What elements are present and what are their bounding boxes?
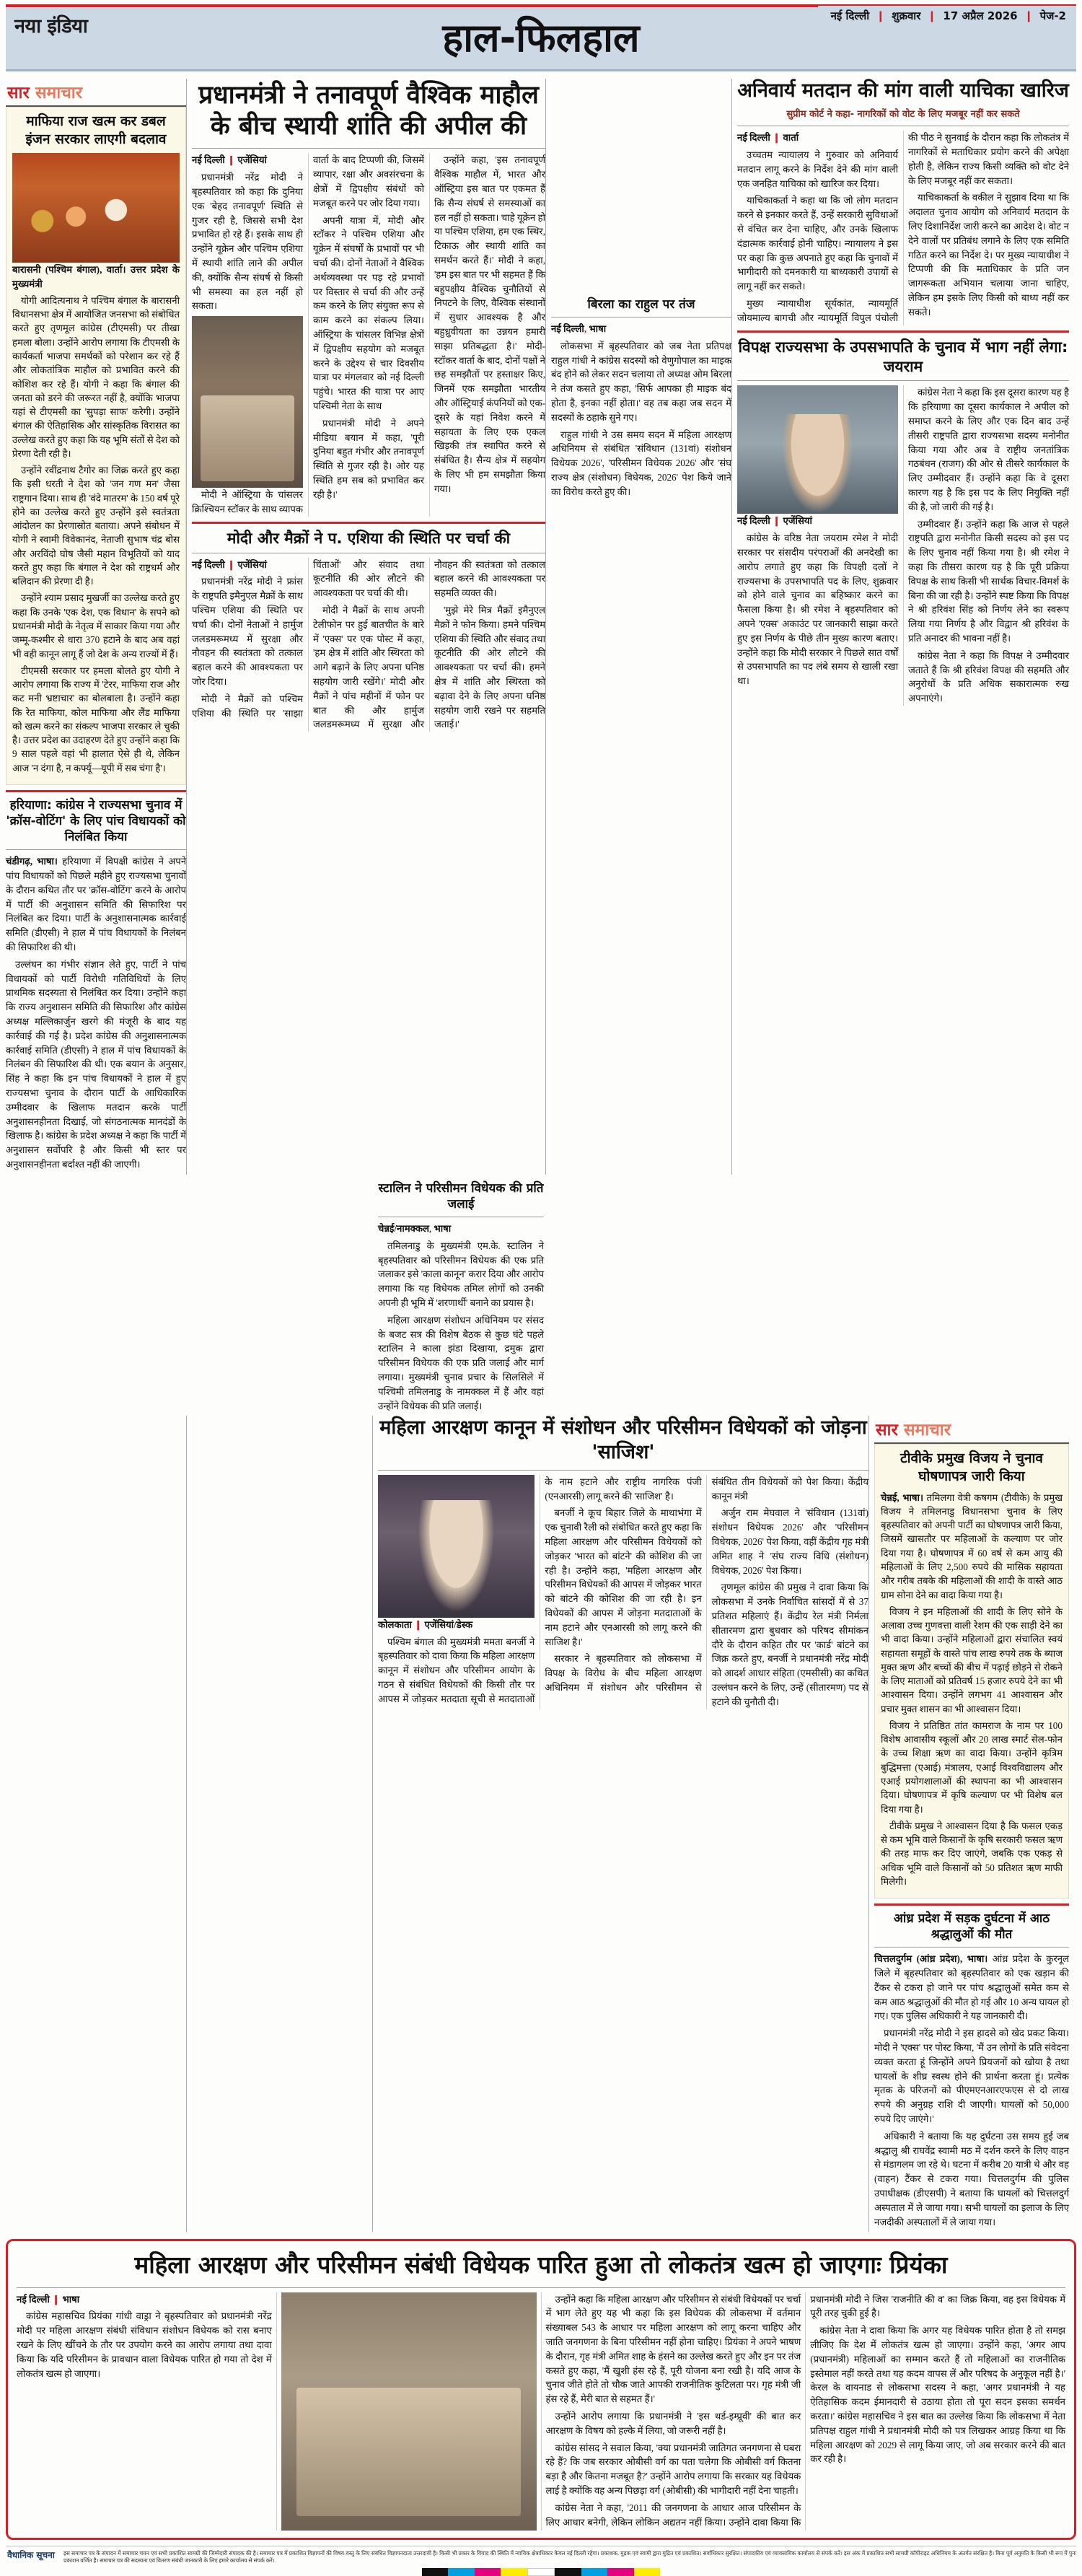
saar-box-left [6,107,186,785]
mv-para-3: मुख्य न्यायाधीश सूर्यकांत, न्यायमूर्ति जोयमाल्य बागची और न्यायमूर्ति विपुल पंचोली की पीठ ने सुनवाई के दौरान कहा कि लोकतंत्र में नागरिकों से मताधिकार प्रयोग करने की अपेक्षा होती है, लेकिन राज्य किसी व्यक्ति को वोट देने के लिए मजबूर नहीं कर सकता। [737,132,1069,323]
page-footer [6,2546,1076,2564]
jairam-divider [737,330,1069,333]
sr-para-0 [881,1491,1063,1602]
divider-1 [186,79,192,1175]
sr-para-2: विजय ने प्रतिष्ठित तांत कामराज के नाम पर 100 विशेष आवासीय स्कूलों और 20 लाख स्मार्ट सेल-फोन के उच्च शिक्षा ऋण का वादा किया। उन्होंने कृत्रिम बुद्धिमत्ता (एआई) मंत्रालय, एआई विश्वविद्यालय और एआई प्रयोगशालाओं की स्थापना का भी आश्वासन दिया। घोषणापत्र में कृषि कल्याण पर भी विशेष बल दिया गया है। [881,1719,1063,1815]
andhra-body [874,1952,1069,2229]
jairam-body [737,385,1069,706]
birla-para-1: लोकसभा में बृहस्पतिवार को जब नेता प्रतिपक्ष राहुल गांधी ने कांग्रेस सदस्यों को वेणुगोपाल का माइक बंद होने को लेकर सदन चलाया तो अध्यक्ष ओम बिरला ने तंज कसते हुए कहा, 'सिर्फ आपका ही माइक बंद होता है, इनका नहीं होता।' वह तब कहा जब सदन में सदस्यों के ठहाके सुने गए। [551,340,731,423]
birla-place: नई दिल्ली [551,323,584,335]
divider-3 [731,79,737,1175]
haryana-body [6,854,186,1172]
column-birla [551,79,731,1175]
mm-source: एजेंसियां [237,558,267,570]
masthead-bottom-rule [6,69,1076,71]
saar-left-headline[interactable]: माफिया राज खत्म कर डबल इंजन सरकार लाएगी बदलाव [25,113,167,147]
mb-source: एजेंसियां/डेस्क [424,1618,473,1630]
mahila-spacer-2 [192,1416,372,2232]
pb-place: नई दिल्ली [17,2293,50,2305]
sr-text-0: तमिलगा वेत्री कषगम (टीवीके) के प्रमुख विजय ने तमिलनाडु विधानसभा चुनाव के लिए बृहस्पतिवार को अपनी पार्टी का घोषणापत्र जारी किया, जिसमें खासतौर पर महिलाओं के कल्याण पर जोर दिया गया है। घोषणापत्र में 60 वर्ष से कम आयु की महिलाओं के लिए 2,500 रुपये की मासिक सहायता और गरीब तबके की महिलाओं की शादी के वास्ते आठ ग्राम सोना देने का वादा किया गया है। [881,1491,1063,1600]
jairam-rule [737,380,1069,381]
mahila-rule [378,1470,868,1471]
pb-para-0 [17,2292,272,2307]
colorbar-swatch-2 [475,2568,501,2576]
modi-meeting-photo [192,316,303,488]
saar-samachar-header-left [7,80,186,103]
saar-samachar-header-right [876,1417,1069,1440]
mv-para-4: याचिकाकर्ता के वकील ने सुझाव दिया था कि अदालत चुनाव आयोग को अनिवार्य मतदान के लिए दिशानिर्देश जारी करने का आदेश दे। वोट न देने वालों पर प्रतिबंध लगाने के लिए एक समिति गठित करने का निर्देश दे। पर मुख्य न्यायाधीश ने टिप्पणी की कि मताधिकार के प्रति जन जागरूकता अभियान चलाया जाना चाहिए, लेकिन हम इसके लिए किसी को बाध्य नहीं कर सकते। [908,192,1069,317]
lead-bullet: ❙ [224,154,238,166]
middle-section-grid [6,1180,1076,1416]
birla-para-0 [551,322,731,336]
modi-macron-body [192,558,545,732]
lead-para-3: अपनी यात्रा में, मोदी और स्टॉकर ने पश्चिम एशिया और यूक्रेन में संघर्षों के प्रभावों पर भी चर्चा की। दोनों नेताओं ने वैश्विक अर्थव्यवस्था पर पड़ रहे प्रभावों पर विस्तार से चर्चा की और उन्हें कम करने के लिए संयुक्त रूप से काम करने का संकल्प लिया। ऑस्ट्रिया के चांसलर विभिन्न क्षेत्रों में द्विपक्षीय सहयोग को मजबूत करने के उद्देश्य से चार दिवसीय यात्रा पर मंगलवार को नई दिल्ली पहुंचे। भारत की यात्रा पर आए पश्चिमी नेता के साथ [313,214,424,411]
pb-source: भाषा [62,2293,80,2305]
mahila-columns [378,1475,868,1709]
dateline-city: नई दिल्ली [830,9,870,22]
haryana-divider [6,790,186,792]
publication-logo[interactable]: नया इंडिया [14,15,88,38]
column-left [6,79,186,1175]
saar-left-body [12,263,180,775]
an-place: चित्तलदुर्गम (आंध्र प्रदेश), भाषा। [874,1953,988,1965]
saar-right-headline[interactable]: टीवीके प्रमुख विजय ने चुनाव घोषणापत्र जारी किया [900,1450,1043,1484]
saar-left-para-2: उन्होंने श्याम प्रसाद मुखर्जी का उल्लेख करते हुए कहा कि उनके 'एक देश, एक विधान' के सपने को प्रधानमंत्री मोदी के नेतृत्व में साकार किया गया और जम्मू-कश्मीर से धारा 370 हटाने के बाद अब वहां भी वही कानून लागू हैं जो देश के अन्य राज्यों में हैं। [12,592,180,660]
an-para-1: प्रधानमंत्री नरेंद्र मोदी ने इस हादसे को खेद प्रकट किया। मोदी ने 'एक्स' पर पोस्ट किया, 'मैं उन लोगों के प्रति संवेदना व्यक्त करता हूं जिन्होंने अपने प्रियजनों को खोया है तथा घायलों के शीघ्र स्वस्थ होने की प्रार्थना करता हूं। प्रत्येक मृतक के परिजनों को पीएमएनआरएफएस से दो लाख रुपये की अनुग्रह राशि दी जाएगी। घायलों को 50,000 रुपये दिए जाएंगे।' [874,2028,1069,2125]
colorbar-swatch-5 [555,2568,581,2576]
mv-para-0 [737,131,898,145]
jr-place: नई दिल्ली [737,515,770,527]
print-registration-colorbar [422,2568,660,2576]
jr-para-4: कांग्रेस नेता ने कहा कि विपक्ष ने उम्मीदवार जताते हैं कि श्री हरिवंश विपक्ष की सहमति और अनुरोधों के प्रति अधिक सकारात्मक रुख अपनाएंगे। [908,649,1069,704]
mahila-row-grid [6,1416,1076,2232]
lead-source: एजेंसियां [237,154,267,166]
mb-para-3: सरकार ने बृहस्पतिवार को लोकसभा में विपक्ष के विरोध के बीच महिला आरक्षण अधिनियम में संशोधन और परिसीमन से संबंधित तीन विधेयकों को पेश किया। केंद्रीय कानून मंत्री [545,1476,868,1693]
mamata-banerjee-photo [378,1475,535,1618]
saar-left-caption [12,263,180,291]
pb-para-1: कांग्रेस महासचिव प्रियंका गांधी वाड्रा ने बृहस्पतिवार को प्रधानमंत्री नरेंद्र मोदी पर महिला आरक्षण संबंधी संविधान संशोधन विधेयक को रास बनाए रखने के लिए खींचने के तौर पर उपयोग करने का आरोप लगाया तथा दावा किया कि यदि परिसीमन के प्रावधान वाला विधेयक पारित हो गया तो देश में लोकतंत्र खत्म हो जाएगा। [17,2310,272,2379]
mm-bullet: ❙ [224,558,238,570]
priyanka-body [17,2292,1065,2531]
jr-para-3: उम्मीदवार हैं। उन्होंने कहा कि आज से पहले राष्ट्रपति द्वारा मनोनीत किसी सदस्य को इस पद के लिए चुनाव नहीं किया गया है। श्री रमेश ने कहा कि तीसरा कारण यह है कि पूरी प्रक्रिया विपक्ष के साथ किसी भी सार्थक विचार-विमर्श के बिना की जा रही है। उन्होंने स्पष्ट किया कि विपक्ष ने श्री हरिवंश सिंह को निर्णय लेने का स्वरूप लिया गया निर्णय है और विद्वान श्री हरिवंश के प्रति अनादर की भावना नहीं है। [908,518,1069,644]
newspaper-page [0,4,1082,2564]
mb-para-0 [378,1618,535,1632]
mb-para-1: पश्चिम बंगाल की मुख्यमंत्री ममता बनर्जी ने बृहस्पतिवार को दावा किया कि महिला आरक्षण कानून में संशोधन और परिसीमन आयोग के गठन से संबंधित विधेयकों की किसी तौर पर आपस में जोड़कर मतदाता सूची से मतदाताओं के नाम हटाने और राष्ट्रीय नागरिक पंजी (एनआरसी) लागू करने की 'साजिश' है। [378,1476,702,1704]
dateline-separator-2: ❙ [927,9,937,22]
column-mahila [378,1416,868,2232]
mb-para-5: तृणमूल कांग्रेस की प्रमुख ने दावा किया कि लोकसभा में उनके निर्वाचित सांसदों में से 37 प्रतिशत महिलाएं हैं। केंद्रीय रेल मंत्री निर्मला सीतारमण द्वारा बुधवार को परिषद सीमांकन दौरे के दौरान कहित तौर पर 'कार्ड' बांटने का जिक्र करते हुए, बनर्जी ने प्रधानमंत्री नरेंद्र मोदी को आदर्श आधार संहिता (एमसीसी) का कथित उल्लंघन करने के लिए, उन्हें (सीतारमण) पद से हटाने की चुनौती दी। [711,1582,868,1707]
column-lead [192,79,545,1175]
saar-word-1: सार [7,84,30,102]
priyanka-rule [17,2287,1065,2288]
colorbar-swatch-3 [501,2568,527,2576]
jairam-headline[interactable]: विपक्ष राज्यसभा के उपसभापति के चुनाव में भाग नहीं लेगा: जयराम [738,338,1068,375]
dateline [818,6,1076,27]
lead-rule [192,148,545,149]
dateline-page: पेज-2 [1039,9,1066,22]
lead-para-1: प्रधानमंत्री नरेंद्र मोदी ने बृहस्पतिवार को कहा कि दुनिया एक 'बेहद तनावपूर्ण' स्थिति से गुजर रही है, जिससे सभी देश प्रभावित हो रहे हैं। इसके साथ ही उन्होंने यूक्रेन और पश्चिम एशिया में स्थायी शांति लाने की अपील की, क्योंकि सैन्य संघर्ष से किसी भी समस्या का हल नहीं हो सकता। [192,172,303,312]
dateline-separator-3: ❙ [1024,9,1034,22]
an-para-2: अधिकारी ने बताया कि यह दुर्घटना उस समय हुई जब श्रद्धालु श्री राघवेंद्र स्वामी मठ में दर्शन करने के लिए वाहन से मंडागलम जा रहे थे। घटना में करीब 20 यात्री थे और वह (वाहन) टैंकर से टकरा गया। चित्तलदुर्गम की पुलिस उपाधीक्षक (डीएसपी) ने बताया कि घायलों को चित्तलदुर्ग अस्पताल में ले जाया गया। सभी घायलों का इलाज के लिए नजदीकी अस्पतालों में ले जाया गया। [874,2130,1069,2227]
column-right [737,79,1069,1175]
pb-para-2: उन्होंने कहा कि महिला आरक्षण और परिसीमन से संबंधी विधेयकों पर चर्चा में भाग लेते हुए यह भी कहा कि इस विधेयक की लोकसभा में वर्तमान संख्याबल 543 के आधार पर महिला आरक्षण को लागू करना चाहिए और जाति जनगणना के बिना परिसीमन नहीं होना चाहिए। प्रियंका ने अपने भाषण के दौरान, गृह मंत्री अमित शाह के हंसने का उल्लेख करते हुए और इन पर तंज कसते हुए कहा, 'मैं खुशी हंस रहे हैं, पूरी योजना बना रखी है। यदि आज के चुनाव जीते होते तो चौक जाते आपकी राजनीतिक कुटिलता पर। गृह मंत्री जी हंस रहे हैं, मेरी बात से सहमत हैं।' [545,2293,801,2405]
mahila-spacer-1 [6,1416,186,2232]
pb-para-5: कांग्रेस नेता ने कहा, '2011 की जनगणना के आधार आज परिसीमन के लिए आधार बनेगी, लेकिन लोकिन अद्यतन नहीं किया। उन्होंने दावा किया कि प्रधानमंत्री मोदी ने जिस 'राजनीति की व' का जिक्र किया, वह इस विधेयक में पूरी तरह चुकी हुई है। [545,2293,1065,2528]
priyanka-columns [17,2292,1065,2531]
modi-macron-headline[interactable]: मोदी और मैक्रों ने प. एशिया की स्थिति पर चर्चा की [226,529,511,547]
mv-para-1: उच्चतम न्यायालय ने गुरुवार को अनिवार्य मतदान लागू करने के निर्देश देने की मांग वाली एक जनहित याचिका को खारिज कर दिया। [737,149,898,189]
saar-right-body [881,1491,1063,1888]
haryana-headline[interactable]: हरियाणा: कांग्रेस ने राज्यसभा चुनाव में 'क्रॉस-वोटिंग' के लिए पांच विधायकों को निलंबित किया [6,797,186,845]
modi-macron-columns [192,558,545,732]
haryana-para-0 [6,854,186,955]
mandatory-vote-headline[interactable]: अनिवार्य मतदान की मांग वाली याचिका खारिज [737,79,1069,102]
birla-para-2: राहुल गांधी ने उस समय सदन में महिला आरक्षण अधिनियम से संबंधित 'संविधान (131वां) संशोधन विधेयक 2026', 'परिसीमन विधेयक 2026' और 'संघ राज्य क्षेत्र (संशोधन) विधेयक, 2026' पेश किये जाने का विरोध करते हुए की। [551,429,731,497]
mandatory-vote-body [737,131,1069,325]
andhra-headline[interactable]: आंध्र प्रदेश में सड़क दुर्घटना में आठ श्रद्धालुओं की मौत [893,1911,1050,1942]
lead-para-0 [192,153,303,167]
mb-para-2: बनर्जी ने कूच बिहार जिले के माथाभंगा में एक चुनावी रैली को संबोधित करते हुए कहा कि महिला आरक्षण और परिसीमन विधेयकों को जोड़कर 'भारत को बांटने' की कोशिश की जा रही है। उन्होंने कहा, 'महिला आरक्षण और परिसीमन विधेयकों की आपस में जोड़कर भारत को बांटने की कोशिश की जा रही है। इन विधेयकों की आपस में जोड़ना मतदाताओं के नाम हटाने और एनआरसी को लागू करने की साजिश है।' [545,1507,702,1647]
colorbar-swatch-4 [527,2568,555,2576]
saar-left-para-1: उन्होंने रवींद्रनाथ टैगोर का जिक्र करते हुए कहा कि इसी धरती ने देश को 'जन गण मन' जैसा राष्ट्रगान दिया। साथ ही 'वंदे मातरम' के 150 वर्ष पूरे होने का उल्लेख करते हुए उन्होंने इसे स्वतंत्रता आंदोलन का प्रेरणास्रोत बताया। अपने संबोधन में योगी ने स्वामी विवेकानंद, नेताजी सुभाष चंद्र बोस और अरविंदो घोष जैसी महान विभूतियों को याद करते हुए कहा कि बंगाल ने देश को राष्ट्रधर्म और बलिदान की प्रेरणा दी है। [12,465,180,587]
divider-2 [545,79,551,1175]
birla-headline[interactable]: बिरला का राहुल पर तंज [587,297,695,312]
sr-para-1: विजय ने इन महिलाओं की शादी के लिए सोने के अलावा उच्च गुणवत्ता वाली रेशम की एक साड़ी देने का भी वादा किया। उन्होंने महिलाओं द्वारा संचालित स्वयं सहायता समूहों के वास्ते पांच लाख रुपये तक के ब्याज मुक्त ऋण और बच्चों की बीच में पढ़ाई छोड़ने से रोकने के लिए माताओं को प्रतिवर्ष 15 हजार रुपये देने का भी आश्वासन दिया। उन्होंने लगभग 41 आश्वासन और प्रचार मुक्त शासन का भी आश्वासन दिया। [881,1605,1063,1714]
saar-right-word-1: सार [876,1421,898,1440]
dateline-date: 17 अप्रैल 2026 [943,9,1018,22]
colorbar-swatch-6 [581,2568,607,2576]
andhra-divider [874,1903,1069,1906]
colorbar-swatch-1 [448,2568,474,2576]
colorbar-swatch-7 [607,2568,633,2576]
pb-para-3: उन्होंने आरोप लगाया कि प्रधानमंत्री ने 'इस थर्ड-इम्प्रूवी' की बात कर आरक्षण के विषय को हल्के में लिया, जो जरूरी नहीं है। [545,2411,801,2436]
modi-macron-divider [192,522,545,524]
mm-para-3: मोदी ने मैक्रों के साथ अपनी टेलीफोन पर हुई बातचीत के बारे में 'एक्स' पर एक पोस्ट में कहा, 'हम क्षेत्र में शांति और स्थिरता को आगे बढ़ाने के लिए अपना घनिष्ठ सहयोग जारी रखेंगे।' मोदी और मैक्रों ने पांच महीनों में फोन पर बात की और हार्मुज जलडमरूमध्य में सुरक्षा और नौवहन की स्वतंत्रता को तत्काल बहाल करने की आवश्यकता पर सहमति व्यक्त की। [313,558,545,730]
legal-notice-badge: वैधानिक सूचना [7,2549,55,2560]
priyanka-story-box [6,2239,1076,2539]
saar-right-word-2: समाचार [903,1421,951,1440]
birla-spacer [551,79,731,297]
stalin-headline[interactable]: स्टालिन ने परिसीमन विधेयक की प्रति जलाई [378,1180,544,1212]
dateline-day: शुक्रवार [892,9,921,22]
lead-para-5: उन्होंने कहा, 'इस तनावपूर्ण वैश्विक माहौल में, भारत और ऑस्ट्रिया इस बात पर एकमत हैं कि सैन्य संघर्ष से समस्याओं का हल नहीं हो सकता। चाहे यूक्रेन हो या पश्चिम एशिया, हम एक स्थिर, टिकाऊ और स्थायी शांति का समर्थन करते हैं।' मोदी ने कहा, 'हम इस बात पर भी सहमत हैं कि बहुपक्षीय वैश्विक चुनौतियों से निपटने के लिए, वैश्विक संस्थानों में सुधार आवश्यक है और बहुध्रुवीयता का उन्नयन हमारी साझा प्रतिबद्धता है।' मोदी-स्टॉकर वार्ता के बाद, दोनों पक्षों ने छह समझौतों पर हस्ताक्षर किए, जिनमें एक समझौता भारतीय और ऑस्ट्रियाई कंपनियों को एक-दूसरे के यहां निवेश करने में सहायता के लिए एक एकल खिड़की तंत्र स्थापित करने से संबंधित है। सैन्य क्षेत्र में सहयोग के लिए भी हम समझौता किया गया। [434,154,545,494]
lead-place: नई दिल्ली [192,154,225,166]
stalin-body [378,1222,544,1413]
colorbar-swatch-0 [422,2568,448,2576]
an-para-0 [874,1952,1069,2023]
mb-place: कोलकाता [378,1618,412,1630]
birla-bullet: , [584,323,587,335]
mm-para-2: मोदी ने मैक्रों को पश्चिम एशिया की स्थिति पर 'साझा चिंताओं' और संवाद तथा कूटनीति की ओर लौटने की आवश्यकता पर चर्चा की थी। [192,558,424,719]
mandatory-vote-subhead: सुप्रीम कोर्ट ने कहा- नागरिकों को वोट के लिए मजबूर नहीं कर सकते [786,108,1020,120]
st-para-0: चेन्नई/नामक्कल, भाषा [378,1222,452,1234]
colorbar-swatch-8 [634,2568,660,2576]
st-source: भाषा [434,1222,452,1234]
st-para-1: तमिलनाडु के मुख्यमंत्री एम.के. स्टालिन ने बृहस्पतिवार को परिसीमन विधेयक की एक प्रति जलाकर इसे 'काला कानून' करार दिया और आरोप लगाया कि यह विधेयक तमिल लोगों को उनकी अपनी ही भूमि में 'शरणार्थी' बनाने का प्रयास है। [378,1240,544,1308]
birla-body [551,322,731,499]
st-para-2: महिला आरक्षण संशोधन अधिनियम पर संसद के बजट सत्र की विशेष बैठक से कुछ घंटे पहले स्टालिन ने काला झंडा दिखाया, द्रमुक द्वारा परिसीमन विधेयक की एक प्रति जलाई और मार्ग लगाया। मुख्यमंत्री चुनाव प्रचार के सिलसिले में पश्चिमी तमिलनाडु के नामक्कल में हैं और वहां उन्होंने विधेयक की प्रति जलाई। [378,1314,544,1411]
mv-source: वार्ता [783,132,799,144]
rally-photo [12,153,180,263]
an-text-0: आंध्र प्रदेश के कुरनूल जिले में बृहस्पतिवार को बृहस्पतिवार को एक खड़ान की टैंकर से टकरा हो जाने पर पांच श्रद्धालुओं समेत कम से कम आठ श्रद्धालुओं की मौत हो गई और 10 अन्य घायल हो गए। एक पुलिस अधिकारी ने यह जानकारी दी। [874,1953,1070,2022]
lead-headline[interactable]: प्रधानमंत्री ने तनावपूर्ण वैश्विक माहौल के बीच स्थायी शांति की अपील की [198,81,539,141]
divider-6 [868,1416,874,2232]
mm-para-1: प्रधानमंत्री नरेंद्र मोदी ने फ्रांस के राष्ट्रपति इमैनुएल मैक्रों के साथ पश्चिम एशिया की स्थिति पर चर्चा की। दोनों नेताओं ने हार्मुज जलडमरूमध्य में सुरक्षा और नौवहन की स्वतंत्रता को तत्काल बहाल करने की आवश्यकता पर जोर दिया। [192,576,303,687]
lead-para-4: प्रधानमंत्री मोदी ने अपने मीडिया बयान में कहा, 'पूरी दुनिया बहुत गंभीर और तनावपूर्ण स्थिति से गुजर रही है। ओर यह स्थिति हम सब को प्रभावित कर रही है।' [313,417,424,500]
parliament-photo [281,2292,537,2531]
mm-para-4: 'मुझे मेरे मित्र मैक्रों इमैनुएल मैक्रों ने फोन किया। हमने पश्चिम एशिया की स्थिति और संवाद तथा कूटनीति की ओर लौटने की आवश्यकता पर चर्चा की। हमने क्षेत्र में शांति और स्थिरता को बढ़ावा देने के लिए अपना घनिष्ठ सहयोग जारी रखने पर सहमति जताई।' [434,605,545,730]
dateline-separator-1: ❙ [876,9,886,22]
lead-body [192,153,545,516]
column-stalin [378,1180,544,1416]
page-title: हाल-फिलहाल [442,15,640,61]
lead-para-2: मोदी ने ऑस्ट्रिया के चांसलर क्रिश्चियन स्टॉकर के साथ व्यापक वार्ता के बाद टिप्पणी की, जिसमें व्यापार, रक्षा और अवसंरचना के क्षेत्रों में द्विपक्षीय संबंधों को मजबूत करने पर जोर दिया गया। [192,154,424,514]
haryana-para-1: उल्लंघन का गंभीर संज्ञान लेते हुए, पार्टी ने पांच विधायकों को पार्टी विरोधी गतिविधियों के लिए प्राथमिक सदस्यता से निलंबित कर दिया। उन्होंने कहा कि राज्य अनुशासन समिति की सिफारिश और कांग्रेस अध्यक्ष मल्लिकार्जुन खरगे की मंजूरी के बाद यह कार्रवाई की गई है। प्रदेश कांग्रेस की अनुशासनात्मक कार्रवाई समिति (डीएसी) ने हाल में पांच विधायकों के निलंबन की सिफारिश की थी। एक बयान के अनुसार, सिंह ने कहा कि इन पांच विधायकों ने हाल में हुए राज्यसभा चुनाव के दौरान पार्टी के आधिकारिक उम्मीदवार के खिलाफ मतदान करके पार्टी अनुशासनहीनता दिखाई, जो संगठनात्मक मानदंडों के खिलाफ है। कांग्रेस के प्रदेश अध्यक्ष ने कहा कि पार्टी में अनुशासन सर्वोपरि है और किसी भी स्तर पर अनुशासनहीनता बर्दाश्त नहीं की जाएगी। [6,958,186,1170]
priyanka-headline[interactable]: महिला आरक्षण और परिसीमन संबंधी विधेयक पारित हुआ तो लोकतंत्र खत्म हो जाएगाः प्रियंका [134,2251,948,2279]
mm-para-0 [192,558,303,572]
mb-para-4: अर्जुन राम मेघवाल ने 'संविधान (131वां) संशोधन विधेयक 2026' और 'परिसीमन विधेयक, 2026' पेश किया, वहीं केंद्रीय गृह मंत्री अमित शाह ने 'संघ राज्य विधि (संशोधन) विधेयक, 2026' पेश किया। [711,1507,868,1576]
lead-body-columns [192,153,545,516]
jr-source: एजेंसियां [783,515,812,527]
divider-5 [372,1416,378,2232]
jr-para-1: कांग्रेस के वरिष्ठ नेता जयराम रमेश ने मोदी सरकार पर संसदीय परंपराओं की अनदेखी का आरोप लगाते हुए कहा कि विपक्षी दलों ने राज्यसभा के उपसभापति पद के लिए, शुक्रवार को होने वाले चुनाव का बहिष्कार करने का फैसला किया है। श्री रमेश ने बृहस्पतिवार को अपने 'एक्स' अकाउंट पर जानकारी साझा करते हुए इस निर्णय के पीछे तीन मुख्य कारण बताए। उन्होंने कहा कि मोदी सरकार ने पिछले सात वर्षों से उपसभापति का पद लंबे समय से खाली रखा था। [737,533,898,687]
masthead [6,4,1076,71]
haryana-text-0: हरियाणा में विपक्षी कांग्रेस ने अपने पांच विधायकों को पिछले महीने हुए राज्यसभा चुनावों के दौरान कथित तौर पर 'क्रॉस-वोटिंग' करने के आरोप में पार्टी की अनुशासन समिति की सिफारिश पर निलंबित कर दिया। पार्टी के अनुशासनात्मक कार्रवाई समिति (डीएसी) ने हाल में पांच विधायकों के निलंबन की सिफारिश की थी। [6,856,187,952]
saar-box-right [874,1444,1069,1898]
haryana-rule [6,849,186,850]
pb-para-4: कांग्रेस सांसद ने सवाल किया, 'क्या प्रधानमंत्री जातिगत जनगणना से घबरा रहे हैं? कि जब सरकार ओबीसी वर्ग का पता चलेगा कि ओबीसी वर्ग कितना बड़ा है और कितना मजबूत है?' उन्होंने आरोप लगाया कि सरकार यह विधेयक लाई है क्योंकि वह अन्य पिछड़ा वर्ग (ओबीसी) की भागीदारी नहीं देना चाहती। [545,2442,801,2497]
divider-4 [186,1416,192,2232]
st-place: चेन्नई/नामक्कल [378,1222,429,1234]
mv-place: नई दिल्ली [737,132,770,144]
jr-para-2: कांग्रेस नेता ने कहा कि इस दूसरा कारण यह है कि हरियाणा का दूसरा कार्यकाल ने अपील को समाप्त करने के लिए और एक दिन बाद उन्हें तीसरी राष्ट्रपति द्वारा राज्यसभा सदस्य मनोनीत किया गया और अब वे राष्ट्रीय जनतांत्रिक गठबंधन (राजग) की ओर से तीसरे कार्यकाल के लिए उम्मीदवार हैं। उन्होंने कहा कि वे दूसरा कारण यह है कि इस पद के लिए नियुक्ति नहीं की है, जो जारी की गई है। [908,387,1069,512]
saar-left-para-3: टीएमसी सरकार पर हमला बोलते हुए योगी ने आरोप लगाया कि राज्य में 'टेरर, माफिया राज और कट मनी भ्रष्टाचार' का बोलबाला है। उन्होंने कहा कि रेत माफिया, कोल माफिया और लैंड माफिया को खत्म करने का संकल्प भाजपा सरकार ले चुकी है। उत्तर प्रदेश का उदाहरण देते हुए उन्होंने कहा कि 9 साल पहले वहां भी हालात ऐसे ही थे, लेकिन आज 'न दंगा है, न कर्फ्यू—यूपी में सब चंगा है'। [12,665,180,774]
mm-place: नई दिल्ली [192,558,225,570]
masthead-band [6,7,1076,69]
andhra-rule [874,1947,1069,1948]
birla-source: भाषा [589,323,607,335]
mandatory-vote-columns [737,131,1069,325]
mahila-headline[interactable]: महिला आरक्षण कानून में संशोधन और परिसीमन विधेयकों को जोड़ना 'साजिश' [379,1416,867,1464]
saar-left-para-0: योगी आदित्यनाथ ने पश्चिम बंगाल के बारासनी विधानसभा क्षेत्र में आयोजित जनसभा को संबोधित करते हुए तृणमूल कांग्रेस (टीएमसी) पर तीखा हमला बोला। उन्होंने आरोप लगाया कि टीएमसी के कार्यकर्ता भाजपा समर्थकों को परेशान कर रहे हैं और लोकतांत्रिक माहौल को प्रभावित करने की कोशिश कर रहे हैं। योगी ने कहा कि बंगाल की जनता को डरने की जरूरत नहीं है, क्योंकि भाजपा यहां से टीएमसी का 'सुपड़ा साफ' करेगी। उन्होंने बंगाल की ऐतिहासिक और सांस्कृतिक विरासत का उल्लेख करते हुए कहा कि यह भूमि संतों से देश को प्रेरणा देती रही है। [12,294,180,459]
jr-bullet: ❙ [770,515,783,527]
mahila-body [378,1475,868,1709]
sr-para-3: टीवीके प्रमुख ने आश्वासन दिया है कि फसल एकड़ से कम भूमि वाले किसानों के कृषि सरकारी फसल ऋण की तरह माफ कर दिए जाएंगे, जबकि एक एकड़ से अधिक भूमि वाले किसानों को 50 प्रतिशत ऋण माफी मिलेगी। [881,1820,1063,1887]
top-section-grid [6,71,1076,1175]
legal-notice-text: इस समाचार पत्र के संपादन में समाचार चयन एवं सभी प्रकाशित सामग्री की जिम्मेदारी संपादक की है। समाचार पत्र में प्रकाशित विज्ञापनों की विषय-वस्तु के लिए संबंधित विज्ञापनदाता उत्तरदायी है। किसी भी प्रकार के विवाद की स्थिति में न्यायिक क्षेत्राधिकार केवल नई दिल्ली रहेगा। प्रकाशक, मुद्रक एवं स्वामी द्वारा मुद्रित एवं प्रकाशित। सर्वाधिकार सुरक्षित। संपादकीय एवं व्यावसायिक कार्यालय से संपर्क करें। इस अंक में प्रकाशित सभी सामग्री कॉपीराइट अधिनियम के अंतर्गत संरक्षित है। बिना पूर्व अनुमति के किसी भी रूप में पुनः प्रकाशन वर्जित है। समाचार पत्र की सदस्यता एवं वितरण संबंधी जानकारी के लिए हमारे कार्यालय से संपर्क करें। [63,2549,1076,2564]
jr-para-0 [737,514,898,528]
sr-place: चेन्नई, भाषा। [881,1491,923,1503]
jairam-columns [737,385,1069,706]
mv-bullet: ❙ [770,132,783,144]
mb-bullet: ❙ [411,1618,425,1630]
haryana-place: चंडीगढ़, भाषा। [6,856,58,867]
saar-left-place: बारासनी (पश्चिम बंगाल), वार्ता। उत्तर प्रदेश के मुख्यमंत्री [12,264,180,289]
mv-para-2: याचिकाकर्ता ने कहा था कि जो लोग मतदान करने से इनकार करते हैं, उन्हें सरकारी सुविधाओं से वंचित कर देना चाहिए, और उनके खिलाफ दंडात्मक कार्रवाई होनी चाहिए। न्यायालय ने इस पर कहा कि कुछ अपनाते हुए कहा कि चुनावों में भागीदारी को दमनकारी या बाध्यकारी उपायों से लागू नहीं कर सकते। [737,195,898,292]
jairam-ramesh-photo [737,385,898,514]
pb-bullet: ❙ [49,2293,63,2305]
pb-para-6: कांग्रेस नेता ने दावा किया कि अगर यह विधेयक पारित होता है तो समझ लीजिए कि देश में लोकतंत्र खत्म हो जाएगा। उन्होंने कहा, 'अगर आप (प्रधानमंत्री) महिलाओं का सम्मान करते हैं तो महिलाओं का राजनीतिक इस्तेमाल नहीं करते तथा यह कदम वापस लें और परिषद के अनुकूल नहीं है।' केरल के वायनाड से लोकसभा सदस्य ने कहा, 'अगर प्रधानमंत्री ने यह ऐतिहासिक कदम ईमानदारी से उठाया होता तो पूरा सदन इसका समर्थन करता।' कांग्रेस महासचिव ने इस बात का उल्लेख किया कि लोकसभा में नेता प्रतिपक्ष राहुल गांधी ने प्रधानमंत्री मोदी को पत्र लिखकर आग्रह किया था कि महिला आरक्षण को 2029 से लागू किया जाए, जो अब सरकार करने की बात कर रही है। [810,2325,1065,2465]
saar-word-2: समाचार [35,84,83,102]
column-saar-right [874,1416,1069,2232]
